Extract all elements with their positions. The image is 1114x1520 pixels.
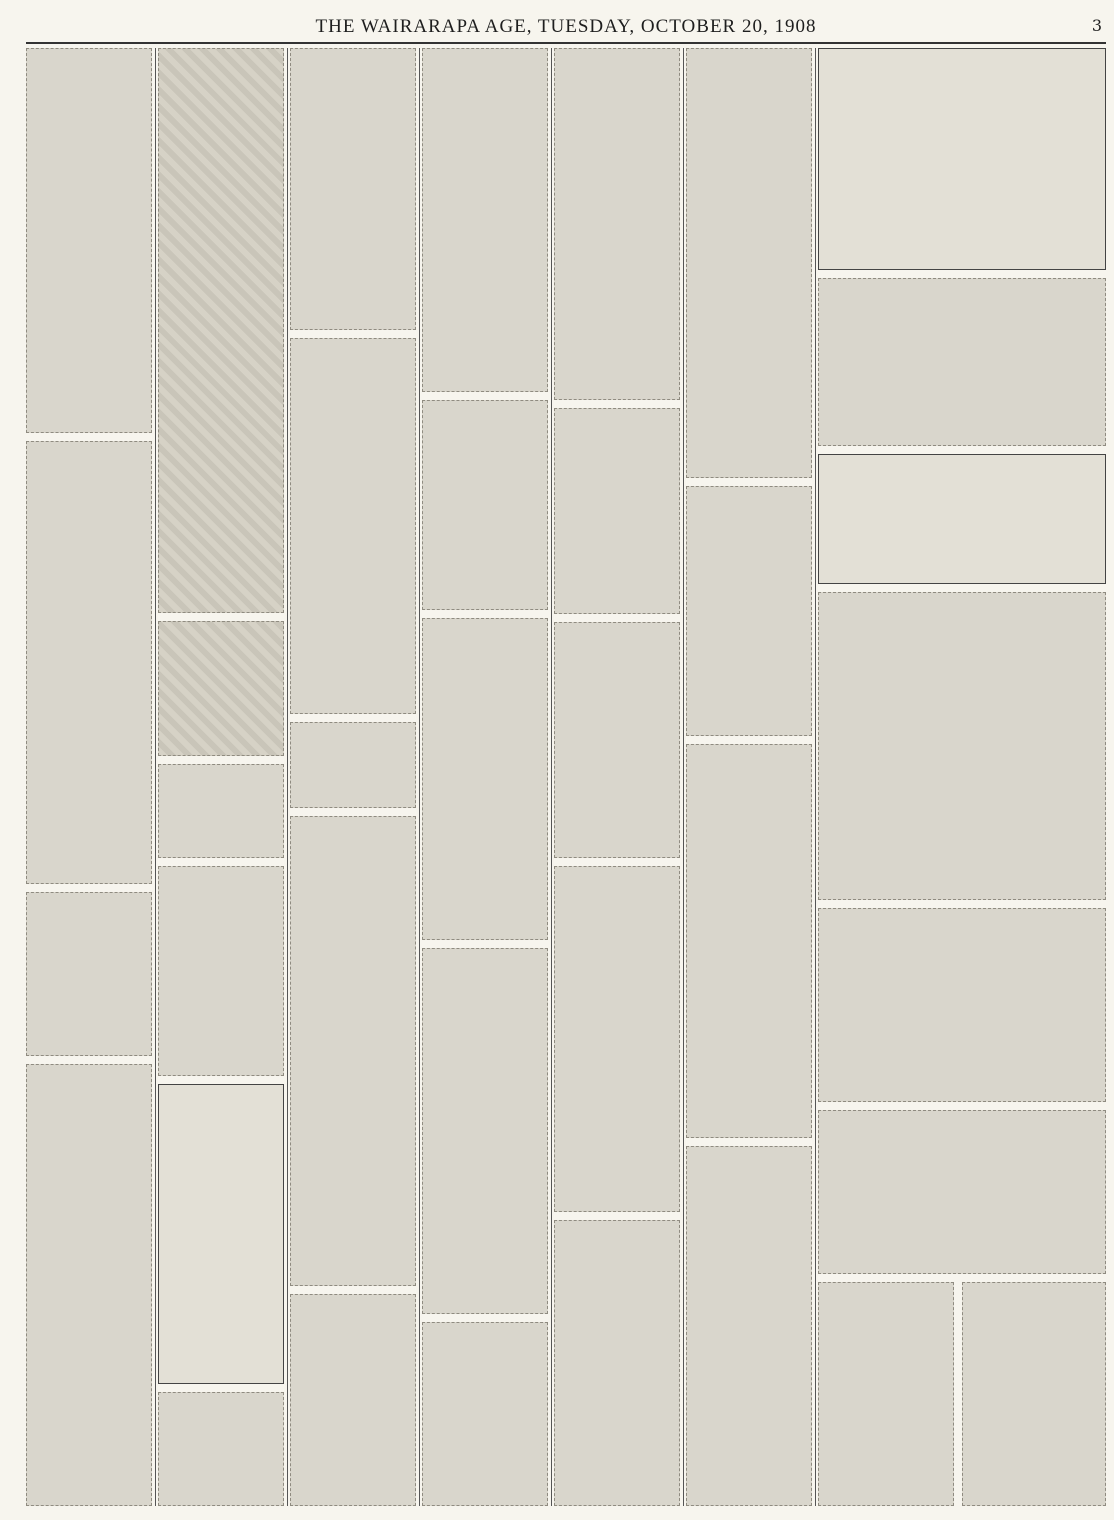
advertisement bbox=[554, 866, 680, 1212]
advertisement bbox=[158, 866, 284, 1076]
masthead bbox=[26, 14, 1106, 44]
advertisement bbox=[422, 1322, 548, 1506]
advertisement bbox=[818, 454, 1106, 584]
advertisement bbox=[818, 1282, 954, 1506]
advertisement bbox=[686, 48, 812, 478]
news-article bbox=[26, 1064, 152, 1506]
advertisement bbox=[554, 48, 680, 400]
page-number: 3 bbox=[1091, 16, 1102, 35]
news-article bbox=[26, 48, 152, 433]
advertisement bbox=[158, 1084, 284, 1384]
news-article bbox=[26, 892, 152, 1056]
column-rule bbox=[551, 48, 552, 1506]
advertisement bbox=[686, 744, 812, 1138]
advertisement bbox=[554, 408, 680, 614]
column-rule bbox=[683, 48, 684, 1506]
advertisement bbox=[818, 278, 1106, 446]
column-news bbox=[26, 48, 152, 1506]
advertisement-illustration bbox=[158, 48, 284, 613]
column-ads-1 bbox=[158, 48, 284, 1506]
advertisement bbox=[818, 592, 1106, 900]
advertisement bbox=[422, 948, 548, 1314]
advertisement bbox=[290, 816, 416, 1286]
advertisement bbox=[818, 48, 1106, 270]
advertisement-illustration bbox=[158, 621, 284, 756]
column-rule bbox=[155, 48, 156, 1506]
column-ads-4 bbox=[554, 48, 680, 1506]
column-rule bbox=[287, 48, 288, 1506]
column-ads-2 bbox=[290, 48, 416, 1506]
news-article bbox=[26, 441, 152, 884]
advertisement bbox=[158, 1392, 284, 1506]
column-rule bbox=[419, 48, 420, 1506]
advertisement bbox=[554, 1220, 680, 1506]
advertisement bbox=[818, 1110, 1106, 1274]
advertisement bbox=[686, 1146, 812, 1506]
advertisement bbox=[422, 618, 548, 940]
advertisement bbox=[686, 486, 812, 736]
column-wide bbox=[818, 48, 1106, 1506]
advertisement bbox=[818, 908, 1106, 1102]
column-ads-5 bbox=[686, 48, 812, 1506]
advertisement bbox=[554, 622, 680, 858]
advertisement bbox=[290, 48, 416, 330]
advertisement bbox=[290, 338, 416, 714]
advertisement bbox=[422, 48, 548, 392]
advertisement bbox=[422, 400, 548, 610]
advertisement bbox=[290, 1294, 416, 1506]
advertisement bbox=[290, 722, 416, 808]
newspaper-title: THE WAIRARAPA AGE, TUESDAY, OCTOBER 20, 1908 bbox=[315, 16, 817, 37]
advertisement bbox=[962, 1282, 1106, 1506]
advertisement bbox=[158, 764, 284, 858]
column-ads-3 bbox=[422, 48, 548, 1506]
column-rule bbox=[815, 48, 816, 1506]
